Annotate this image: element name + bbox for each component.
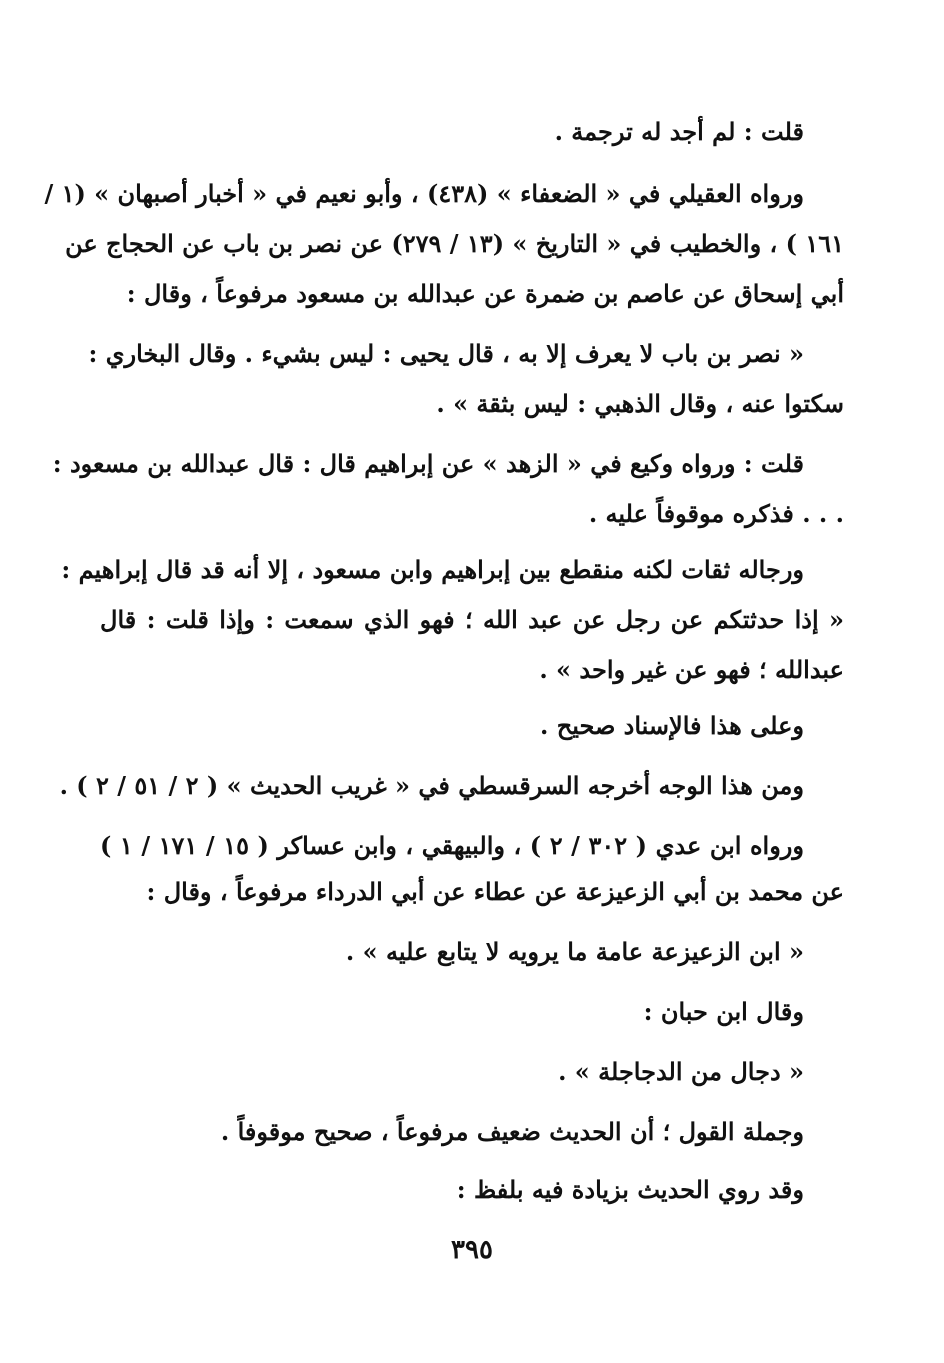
page-number: ٣٩٥ [451, 1235, 493, 1265]
paragraph-line: ورواه ابن عدي ( ٣٠٢ / ٢ ) ، والبيهقي ، وابن عساكر ( ١٥ / ١٧١ / ١ ) [100, 831, 804, 860]
paragraph-line: ومن هذا الوجه أخرجه السرقسطي في « غريب الحديث » ( ٢ / ٥١ / ٢ ) . [59, 771, 804, 800]
paragraph-line: وقال ابن حبان : [643, 997, 804, 1026]
paragraph-line: عن محمد بن أبي الزعيزعة عن عطاء عن أبي الدرداء مرفوعاً ، وقال : [146, 877, 844, 906]
quote-line: « إذا حدثتكم عن رجل عن عبد الله ؛ فهو الذي سمعت : وإذا قلت : قال [100, 605, 844, 634]
paragraph-line: وقد روي الحديث بزيادة فيه بلفظ : [456, 1175, 804, 1204]
quote-line: عبدالله ؛ فهو عن غير واحد » . [539, 655, 844, 684]
quote-line: « نصر بن باب لا يعرف إلا به ، قال يحيى : ليس بشيء . وقال البخاري : [88, 339, 804, 368]
paragraph-line: . . . فذكره موقوفاً عليه . [588, 499, 844, 528]
quote-line: سكتوا عنه ، وقال الذهبي : ليس بثقة » . [436, 389, 844, 418]
quote-line: « دجال من الدجاجلة » . [558, 1057, 804, 1086]
paragraph-line: أبي إسحاق عن عاصم بن ضمرة عن عبدالله بن مسعود مرفوعاً ، وقال : [126, 279, 844, 308]
quote-line: « ابن الزعيزعة عامة ما يرويه لا يتابع عليه » . [345, 937, 804, 966]
paragraph-line: ورجاله ثقات لكنه منقطع بين إبراهيم وابن مسعود ، إلا أنه قد قال إبراهيم : [61, 555, 804, 584]
paragraph-line: وجملة القول ؛ أن الحديث ضعيف مرفوعاً ، صحيح موقوفاً . [220, 1117, 804, 1146]
paragraph-line: ورواه العقيلي في « الضعفاء » (٤٣٨) ، وأبو نعيم في « أخبار أصبهان » (١ / [44, 179, 804, 208]
paragraph-line: ١٦١ ) ، والخطيب في « التاريخ » (١٣ / ٢٧٩) عن نصر بن باب عن الحجاج عن [65, 229, 844, 258]
paragraph-line: قلت : ورواه وكيع في « الزهد » عن إبراهيم قال : قال عبدالله بن مسعود : [52, 449, 804, 478]
paragraph-line: قلت : لم أجد له ترجمة . [554, 117, 804, 146]
paragraph-line: وعلى هذا فالإسناد صحيح . [540, 711, 804, 740]
